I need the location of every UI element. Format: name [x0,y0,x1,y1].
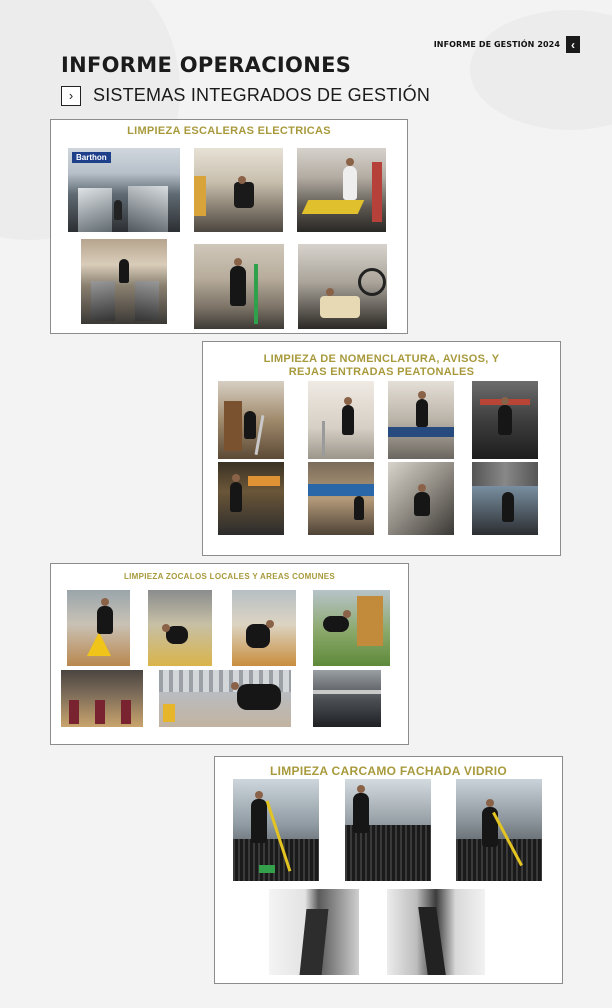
chevron-right-icon: › [68,88,74,103]
photo-sign-blue [308,462,374,535]
photo-channel-white [269,889,359,975]
panel-title-line: LIMPIEZA DE NOMENCLATURA, AVISOS, Y REJAS ENTRADAS PEATONALES [263,353,500,379]
panel-title: LIMPIEZA ESCALERAS ELECTRICAS [127,125,331,137]
photo-floor-kneel [148,590,212,666]
page-title: INFORME OPERACIONES [61,53,352,77]
photo-grate-close [388,462,454,535]
panel-nomenclatura [202,341,561,556]
photo-floor-crouch [232,590,296,666]
photo-grate-mop [233,779,319,881]
photo-grate-sky [472,462,538,535]
panel-carcamo [214,756,563,984]
report-label: INFORME DE GESTIÓN 2024 [433,40,560,49]
photo-sign-night [218,462,284,535]
back-button[interactable] [566,36,580,53]
report-header [434,36,580,53]
photo-escalator-repair [298,244,387,329]
store-sign: Barthon [72,152,111,163]
subtitle-row [61,85,430,106]
photo-wet-floor-sign [67,590,130,666]
photo-floor-dark [313,670,381,727]
photo-ladder-sign [388,381,454,459]
photo-ladder-door [218,381,284,459]
photo-escalator-top [81,239,167,324]
panel-zocalos [50,563,409,745]
background-shape [470,10,612,130]
photo-channel-narrow [387,889,485,975]
photo-floor-green [313,590,390,666]
photo-ladder-wall [308,381,374,459]
photo-escalator-machine [194,148,283,232]
photo-escalator-worker [194,244,284,329]
panel-title: LIMPIEZA CARCAMO FACHADA VIDRIO [269,764,508,778]
chevron-left-icon: ‹ [571,37,575,52]
photo-floor-tiles [61,670,143,727]
photo-escalator-storefront [68,148,180,232]
section-link-button[interactable] [61,86,81,106]
page-subtitle: SISTEMAS INTEGRADOS DE GESTIÓN [93,85,431,105]
panel-title [203,353,560,379]
photo-ladder-grate [472,381,538,459]
photo-escalator-yellow [297,148,386,232]
photo-floor-wide [159,670,291,727]
panel-title: LIMPIEZA ZOCALOS LOCALES Y AREAS COMUNES [123,572,336,581]
panel-escaleras [50,119,408,334]
photo-grate-walk [345,779,431,881]
photo-grate-broom [456,779,542,881]
